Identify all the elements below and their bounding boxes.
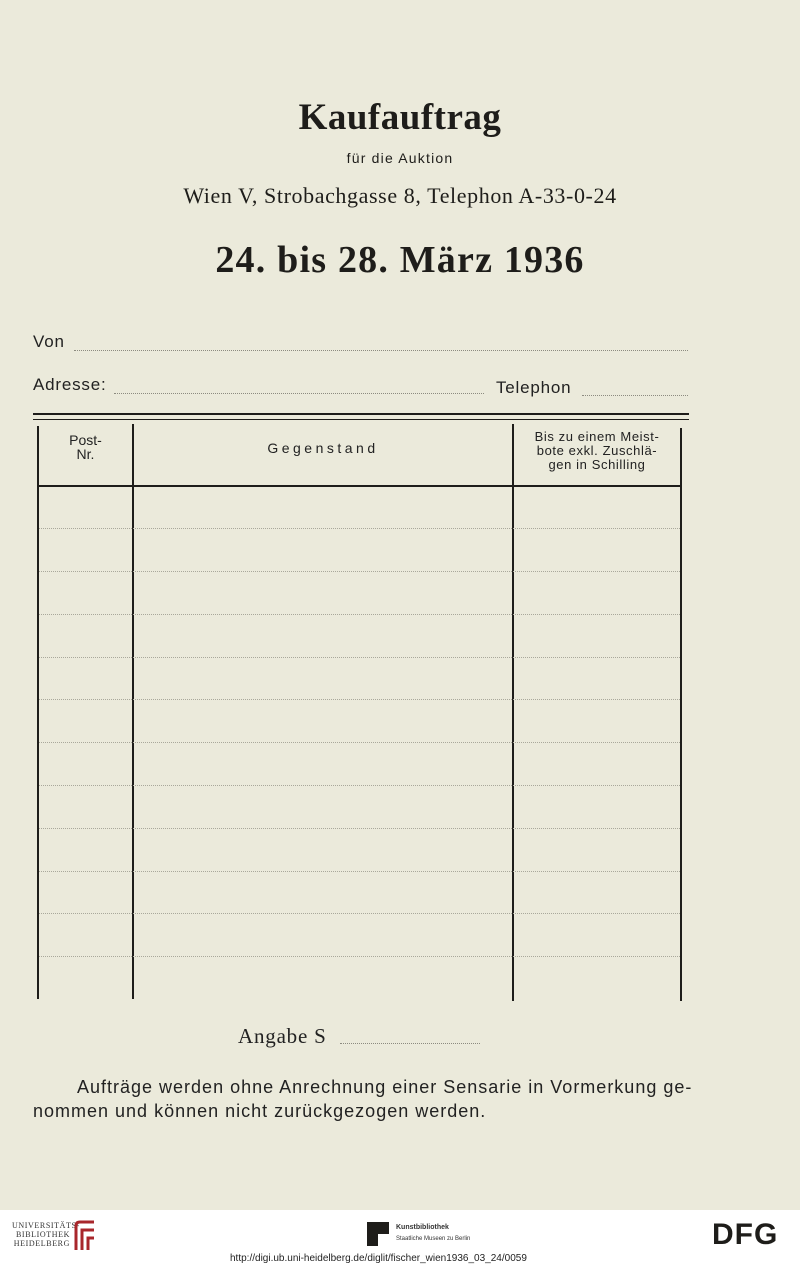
- kunstbibliothek-logo-icon: [367, 1222, 389, 1246]
- table-header-rule: [37, 485, 682, 487]
- table-top-rule: [33, 413, 689, 415]
- address-label: Adresse:: [33, 375, 107, 394]
- table-row[interactable]: [39, 528, 680, 529]
- attribution-bar: [0, 1210, 800, 1266]
- angabe-field[interactable]: [340, 1043, 480, 1044]
- table-row[interactable]: [39, 657, 680, 658]
- col-header-post-nr: Post- Nr.: [69, 432, 102, 462]
- table-row[interactable]: [39, 614, 680, 615]
- table-row[interactable]: [39, 871, 680, 872]
- table-right-border: [680, 428, 682, 1001]
- from-field[interactable]: [74, 350, 688, 351]
- kunstbibliothek-title: Kunstbibliothek: [396, 1224, 449, 1231]
- table-row[interactable]: [39, 571, 680, 572]
- telephone-label: Telephon: [496, 378, 572, 397]
- table-row[interactable]: [39, 785, 680, 786]
- telephone-field[interactable]: [582, 395, 688, 396]
- table-divider-2: [512, 424, 514, 1001]
- table-row[interactable]: [39, 828, 680, 829]
- source-url[interactable]: http://digi.ub.uni-heidelberg.de/diglit/fischer_wien1936_03_24/0059: [230, 1253, 527, 1264]
- angabe-label: Angabe S: [238, 1024, 327, 1048]
- table-row[interactable]: [39, 742, 680, 743]
- table-row[interactable]: [39, 913, 680, 914]
- col-header-object: Gegenstand: [267, 440, 379, 456]
- table-top-rule-thin: [33, 419, 689, 420]
- dfg-logo: DFG: [712, 1218, 779, 1251]
- page-title: Kaufauftrag: [298, 97, 502, 138]
- auction-subtitle: für die Auktion: [346, 150, 454, 166]
- table-row[interactable]: [39, 956, 680, 957]
- library-logo-icon: [72, 1218, 98, 1254]
- auction-address: Wien V, Strobachgasse 8, Telephon A-33-0-24: [183, 183, 617, 208]
- from-label: Von: [33, 332, 65, 351]
- auction-dates: 24. bis 28. März 1936: [215, 239, 585, 281]
- note-line-1: Aufträge werden ohne Anrechnung einer Sensarie in Vormerkung ge-: [77, 1077, 693, 1097]
- note-line-2: nommen und können nicht zurückgezogen werden.: [33, 1101, 487, 1121]
- library-name: UNIVERSITÄTS- BIBLIOTHEK HEIDELBERG: [12, 1221, 80, 1248]
- col-header-limit: Bis zu einem Meist- bote exkl. Zuschlä- gen in Schilling: [534, 429, 660, 472]
- table-row[interactable]: [39, 699, 680, 700]
- address-field[interactable]: [114, 393, 484, 394]
- kunstbibliothek-subtitle: Staatliche Museen zu Berlin: [396, 1236, 471, 1242]
